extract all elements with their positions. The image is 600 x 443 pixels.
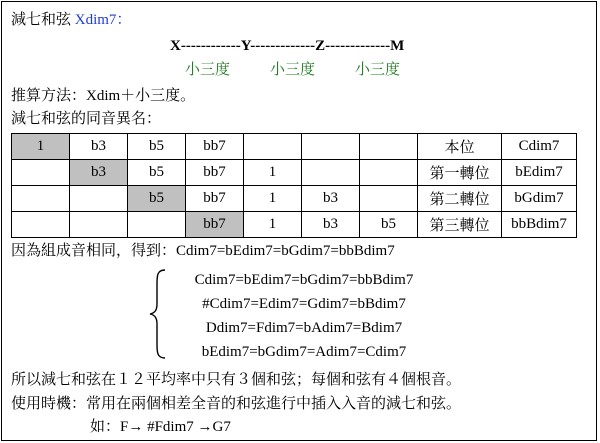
table-cell (128, 212, 186, 238)
example-line: 如：F→ #Fdim7 →G7 (90, 419, 231, 435)
table-cell: 第一轉位 (418, 160, 502, 186)
interval-label-2: 小三度 (270, 62, 316, 78)
table-cell: bb7 (186, 160, 244, 186)
usage-line: 使用時機：常用在兩個相差全音的和弦進行中插入入音的減七和弦。 (11, 396, 462, 412)
equivalence-group: Ddim7=Fdim7=bAdim7=Bdim7 (205, 320, 403, 336)
table-cell: b5 (128, 186, 186, 212)
table-cell: b5 (128, 160, 186, 186)
table-cell: 1 (244, 186, 302, 212)
table-cell (302, 134, 360, 160)
table-cell: 1 (244, 160, 302, 186)
interval-chain: X------------Y-------------Z-------------M (170, 38, 405, 54)
table-cell: bb7 (186, 134, 244, 160)
table-cell: bEdim7 (502, 160, 577, 186)
calc-method-line: 推算方法：Xdim＋小三度。 (11, 88, 196, 104)
same-notes-line: 因為組成音相同，得到：Cdim7=bEdim7=bGdim7=bbBdim7 (11, 243, 395, 259)
table-cell: b3 (70, 160, 128, 186)
equivalence-group: Cdim7=bEdim7=bGdim7=bbBdim7 (194, 272, 414, 288)
title-line (11, 11, 131, 29)
table-cell: Cdim7 (502, 134, 577, 160)
table-cell: 第二轉位 (418, 186, 502, 212)
table-row (12, 134, 577, 160)
inversion-table (11, 133, 577, 238)
table-cell (12, 186, 70, 212)
table-cell (360, 134, 418, 160)
summary-line: 所以減七和弦在１２平均率中只有３個和弦；每個和弦有４個根音。 (11, 372, 462, 388)
title-prefix: 減七和弦 (11, 12, 72, 28)
table-cell: 1 (244, 212, 302, 238)
table-cell (244, 134, 302, 160)
table-row (12, 212, 577, 238)
table-row (12, 186, 577, 212)
table-cell: bb7 (186, 186, 244, 212)
table-cell: 1 (12, 134, 70, 160)
table-cell: b5 (128, 134, 186, 160)
table-cell: b3 (302, 186, 360, 212)
enharmonic-heading: 減七和弦的同音異名： (11, 111, 162, 127)
equivalence-group: #Cdim7=Edim7=Gdim7=bBdim7 (202, 296, 406, 312)
table-cell: 第三轉位 (418, 212, 502, 238)
document-frame (1, 1, 597, 441)
table-cell: b3 (302, 212, 360, 238)
table-cell: bbBdim7 (502, 212, 577, 238)
table-cell: b3 (70, 134, 128, 160)
table-cell: bb7 (186, 212, 244, 238)
table-cell: bGdim7 (502, 186, 577, 212)
equivalence-group: bEdim7=bGdim7=Adim7=Cdim7 (201, 344, 407, 360)
table-cell (12, 212, 70, 238)
table-cell: b5 (360, 212, 418, 238)
title-chord-name: Xdim7： (74, 12, 132, 28)
table-cell (70, 186, 128, 212)
table-cell (302, 160, 360, 186)
table-cell: 本位 (418, 134, 502, 160)
table-cell (360, 186, 418, 212)
equivalence-group-list (174, 268, 434, 364)
table-row (12, 160, 577, 186)
table-cell (12, 160, 70, 186)
interval-label-1: 小三度 (185, 62, 231, 78)
interval-label-3: 小三度 (355, 62, 401, 78)
left-brace-icon (147, 268, 169, 360)
table-cell (360, 160, 418, 186)
table-cell (70, 212, 128, 238)
